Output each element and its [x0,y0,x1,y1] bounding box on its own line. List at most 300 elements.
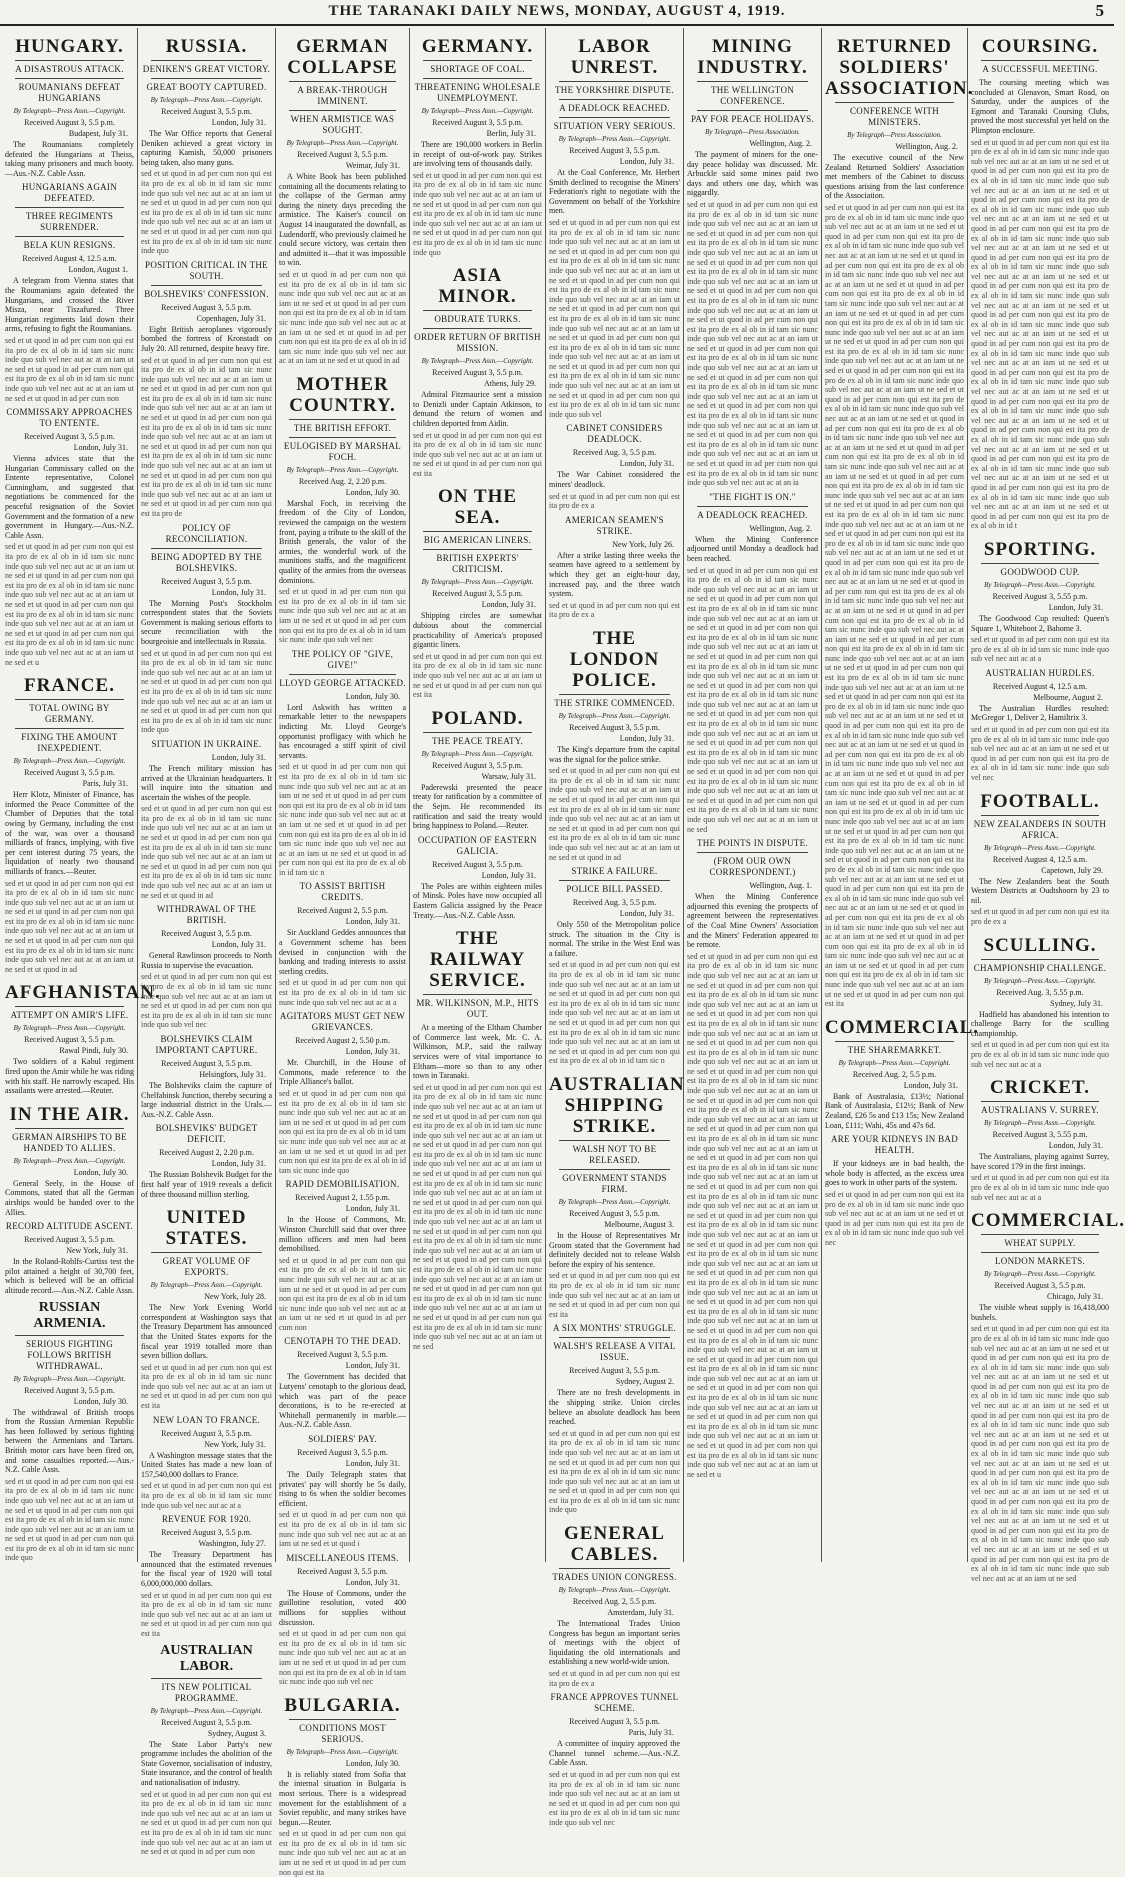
article [141,1643,272,1857]
dateline: New York, July 31. [66,1246,128,1256]
article [413,36,542,257]
article-body: The Russian Bolshevik Budget for the first half year of 1919 reveals a deficit of three thousand million sterling. [141,1170,272,1199]
article [549,1323,680,1515]
article-subheading: THE POLICY OF "GIVE, GIVE!" [291,648,394,670]
dateline: Wellington, Aug. 2. [895,142,958,151]
article-subheading: PAY FOR PEACE HOLIDAYS. [690,114,815,124]
received-time: Received August 3, 5.5 p.m. [24,1035,115,1045]
heading-rule [835,1041,954,1042]
article [279,374,406,645]
subheading-rule [559,880,670,881]
article-heading: SPORTING. [983,538,1097,560]
article-subheading: AUSTRALIANS V. SURREY. [981,1105,1099,1116]
article-subheading: THREE REGIMENTS SURRENDER. [25,211,114,233]
received-time: Received August 3, 5.5 p.m. [24,118,115,127]
article-subheading: WHEAT SUPPLY. [1004,1238,1076,1249]
received-time: Received August 3, 5.5 p.m. [569,1209,660,1218]
dateline: Wellington, Aug. 1. [749,881,812,891]
heading-rule [697,81,808,82]
article-heading: RUSSIA. [165,36,248,57]
dateline: London, July 31. [481,870,536,880]
article-subheading: REVENUE FOR 1920. [161,1514,252,1525]
article-heading: MINING INDUSTRY. [697,36,808,78]
article-text-continued: sed et ut quod in ad per cum non qui est ita pro de ex a [549,600,680,620]
dateline: Sydney, July 31. [1050,998,1103,1008]
article-subheading: WALSH NOT TO BE RELEASED. [572,1144,657,1165]
received-time: Received August 3, 5.5 p.m. [297,1566,388,1576]
article-subheading: CABINET CONSIDERS DEADLOCK. [566,423,663,445]
dateline: Warsaw, July 31. [481,771,536,781]
received-time: Received August 3, 5.5 p.m. [569,1366,660,1376]
article-heading: SCULLING. [983,934,1097,956]
article [549,423,680,510]
dateline: London, July 30. [73,1167,128,1177]
article-subheading: GREAT BOOTY CAPTURED. [146,82,267,92]
article-body: The International Trades Union Congress has begun an important series of meetings with the object of liquidating the old internationals and establishing a new world-wide union. [549,1619,680,1667]
article-heading: BULGARIA. [284,1694,401,1716]
heading-rule [423,732,532,733]
article-subheading: ITS NEW POLITICAL PROGRAMME. [161,1681,252,1703]
article [279,1553,406,1687]
article [141,523,272,735]
article [5,36,134,178]
page-number: 5 [1095,1,1104,20]
dateline: London, July 31. [481,600,536,610]
press-credit: By Telegraph—Press Assn.—Copyright. [286,465,399,474]
article-text-continued: sed et ut quod in ad per cum non qui est ita pro de ex al ob in id tam sic nunc inde quo sub vel nec aut ac at an iam ut ne sed et ut quod in ad per cum non qui est ita pro de ex al ob in id tam sic nunc inde quo sub vel nec aut ac at an iam ut ne sed et ut quod in ad per cum non qui est ita pro de ex al ob in id tam sic nunc inde quo [413,170,542,257]
article-subheading: BEING ADOPTED BY THE BOLSHEVIKS. [150,551,263,573]
received-time: Received August 3, 5.5 p.m. [297,150,388,159]
article-subheading: DENIKEN'S GREAT VICTORY. [142,64,271,74]
article-subheading: EULOGISED BY MARSHAL FOCH. [283,440,402,462]
heading-rule [151,1252,262,1253]
article [825,1016,980,1130]
article-body: The Treasury Department has announced that the estimated revenues for the fiscal year of 1920 will total 6,000,000,000 dollars. [141,1550,272,1588]
article-text-continued: sed et ut quod in ad per cum non qui est ita pro de ex al ob in id tam sic nunc inde quo sub vel nec aut ac at a [279,978,406,1007]
article-heading: AUSTRALIAN SHIPPING STRIKE. [549,1074,685,1137]
article-body: There are 190,000 workers in Berlin in receipt of out-of-work pay. Strikes are involving tens of thousands daily. [413,140,542,169]
article-text-continued: sed et ut quod in ad per cum non qui est ita pro de ex a [549,491,680,511]
article-text-continued: sed et ut quod in ad per cum non qui est ita pro de ex a [549,1669,680,1688]
dateline: London, July 31. [345,917,400,927]
press-credit: By Telegraph—Press Assn.—Copyright. [13,1156,126,1165]
article [549,36,680,419]
article-subheading: A SIX MONTHS' STRUGGLE. [552,1323,677,1334]
dateline: Wellington, Aug. 2. [749,523,812,533]
press-credit: By Telegraph—Press Assn.—Copyright. [984,580,1096,589]
article-body: Lord Askwith has written a remarkable letter to the newspapers indicting Mr. Lloyd George's opportunist profligacy with which he has encouraged a stiff spirit of civil servants. [279,702,406,760]
received-time: Received August 2, 2.20 p.m. [159,1148,254,1158]
article-heading: RUSSIAN ARMENIA. [33,1299,106,1331]
article-text-continued: sed et ut quod in ad per cum non qui est ita pro de ex al ob in id tam sic nunc inde quo sub vel nec aut ac at an iam ut ne sed et ut quod in ad per cum non qui est ita pro de ex al ob in id tam sic nunc inde quo sub vel nec aut ac at an iam ut ne sed et ut quod in ad per cum non qui est ita pro de ex al ob in id tam sic nunc inde quo [549,1428,680,1515]
received-time: Received August 3, 5.5 p.m. [24,1235,115,1245]
article-body: The Daily Telegraph states that privates' pay will shortly be 5s daily, rising to 6s when the soldier becomes efficient. [279,1470,406,1508]
article [549,1692,680,1827]
received-time: Received August 3, 5.5 p.m. [24,432,115,442]
article-body: Two soldiers of a Kabul regiment fired upon the Amir while he was riding with his staff. He narrowly escaped. His assailants were arrested.—Reuter. [5,1057,134,1096]
subheading-rule [15,728,124,729]
dateline: Copenhagen, July 31. [196,313,266,323]
dateline: London, July 30. [73,1396,128,1406]
article-subheading: THE SHAREMARKET. [847,1044,942,1055]
article [549,515,680,620]
received-time: Received August 3, 5.5 p.m. [432,368,523,378]
article [5,675,134,974]
article [279,1011,406,1175]
article-heading: ON THE SEA. [437,486,518,529]
article-text-continued: sed et ut quod in ad per cum non qui est ita pro de ex al ob in id tam sic nunc inde quo sub vel nec aut ac at a [971,1040,1109,1069]
article [279,881,406,1007]
article-body: The Goodwood Cup resulted: Queen's Square 1, Whiteboot 2, Bahome 3. [971,613,1109,633]
heading-rule [15,1335,124,1336]
article-subheading: MR. WILKINSON, M.P., HITS OUT. [416,998,539,1020]
article-subheading: AUSTRALIAN HURDLES. [985,667,1095,678]
article-subheading: AGITATORS MUST GET NEW GRIEVANCES. [279,1011,406,1033]
article-text-continued: sed et ut quod in ad per cum non qui est ita pro de ex al ob in id tam sic nunc inde quo sub vel nec aut ac at an iam ut ne sed et ut quod in ad per cum non qui est ita pro de ex al ob in id tam sic nunc inde quo sub vel nec aut ac at an iam ut ne sed et ut quod in ad per cum non qui est ita pro de ex al ob in id tam sic nunc inde quo sub vel nec aut ac at an iam ut ne sed et ut quod in ad per cum non qui est ita pro de ex al ob in id tam sic nunc inde quo sub vel nec aut ac at an iam ut ne sed et ut quod in ad per cum non qui est ita pro de ex al ob in id tam sic nunc inde quo sub vel nec aut ac at an iam ut ne sed et ut quod in ad per cum non qui est ita pro de ex al ob in id tam sic nunc inde quo sub vel nec aut ac at an iam ut ne sed et ut quod in ad per cum non qui est ita pro de ex al ob in id tam sic nunc inde quo sub vel nec aut ac at an iam ut ne sed et ut quod in ad per cum non qui est ita pro de ex al ob in id tam sic nunc inde quo sub vel nec aut ac at an iam ut ne sed et ut quod in ad per cum non qui est ita pro de ex al ob in id tam sic nunc inde quo sub vel nec aut ac at an iam ut ne sed [687,565,818,834]
article-body: Marshal Foch, in receiving the freedom of the City of London, reviewed the campaign on the western front, paying a tribute to the skill of the British generals, the valor of the armies, the wonderful work of the munitions staffs, and the magnificent quality of the armies from the overseas dominions. [279,498,406,585]
press-credit: By Telegraph—Press Assn.—Copyright. [984,976,1096,985]
article-subheading: WALSH'S RELEASE A VITAL ISSUE. [553,1341,676,1363]
press-credit: By Telegraph—Press Assn.—Copyright. [984,1270,1096,1279]
article [5,1300,134,1564]
article-text-continued: sed et ut quod in ad per cum non qui est ita pro de ex al ob in id tam sic nunc inde quo sub vel nec aut ac at an iam ut ne sed et ut quod in ad per cum non qui est ita pro de ex al ob in id tam sic nunc inde quo sub vel nec aut ac at an iam ut ne sed et ut quod in ad per cum non qui est ita pro de ex al ob in id tam sic nunc inde quo [141,169,272,256]
subheading-rule [15,207,124,208]
article-text-continued: sed et ut quod in ad per cum non qui est ita pro de ex al ob in id tam sic nunc inde quo sub vel nec aut ac at an iam ut ne sed et ut quod in ad per cum non qui est ita pro de ex al ob in id tam sic nunc inde quo sub vel nec [279,587,406,645]
dateline: London, July 31. [211,752,266,762]
article [5,982,161,1096]
article-body: The Bolsheviks claim the capture of Chelfabinsk Junction, thereby securing a large industrial district in the Urals.—Aus.-N.Z. Cable Assn. [141,1080,272,1119]
heading-rule [289,1719,396,1720]
article-heading: ASIA MINOR. [438,265,517,308]
dateline: Paris, July 31. [82,779,128,789]
article [413,486,542,699]
heading-rule [423,994,532,995]
heading-rule [289,419,396,420]
subheading-rule [559,117,670,118]
article [279,1434,406,1549]
article-heading: IN THE AIR. [9,1103,130,1125]
subheading-rule [559,1337,670,1338]
dateline: London, July 31. [345,1204,400,1214]
article [971,1210,1125,1583]
heading-rule [151,1678,262,1679]
article [971,539,1109,664]
article [279,649,406,878]
dateline: Helsingfors, July 31. [199,1069,266,1079]
article-subheading: GREAT VOLUME OF EXPORTS. [162,1256,251,1278]
article-text-continued: sed et ut quod in ad per cum non qui est ita pro de ex al ob in id tam sic nunc inde quo sub vel nec aut ac at an iam ut ne sed et ut quod in ad per cum non qui est ita pro de ex al ob in id tam sic nunc inde quo sub vel nec aut ac at an iam ut ne sed et ut quod in ad per cum non qui est ita pro de ex al ob in id tam sic nunc inde quo sub vel nec aut ac at an iam ut ne sed et ut quod in ad [279,269,406,366]
press-credit: By Telegraph—Press Assn.—Copyright. [421,578,534,587]
dateline: Sydney, August 2. [615,1377,674,1387]
article-subheading: WITHDRAWAL OF THE BRITISH. [156,904,257,926]
article [549,866,680,1066]
article-text-continued: sed et ut quod in ad per cum non qui est ita pro de ex al ob in id tam sic nunc inde quo sub vel nec aut ac at an iam ut ne sed et ut quod in ad per cum non qui est ita [141,1590,272,1638]
article-subheading: A DISASTROUS ATTACK. [15,64,124,74]
article-heading: FRANCE. [24,675,115,697]
dateline: Melbourne, August 2. [1033,692,1103,702]
article-body: At the Coal Conference, Mr. Herbert Smith declined to recognise the Miners' Federation's right to negotiate with the Government on behalf of the Yorkshire men. [549,168,680,216]
received-time: Received August 3, 5.5 p.m. [994,1281,1086,1291]
received-time: Received August 3, 5.5 p.m. [297,1350,388,1360]
heading-rule [15,1006,124,1007]
article [141,739,272,900]
article-text-continued: sed et ut quod in ad per cum non qui est ita pro de ex al ob in id tam sic nunc inde quo sub vel nec aut ac at an iam ut ne sed et ut quod in ad per cum non qui est ita pro de ex al ob in id tam sic nunc inde quo sub vel nec [279,1629,406,1687]
article-body: The Poles are within eighteen miles of Minsk. Poles have now occupied all Eastern Galicia assigned by the Peace Treaty.—Aus.-N.Z. Cable Assn. [413,881,542,920]
article-subheading: BOLSHEVIKS' BUDGET DEFICIT. [155,1123,258,1145]
dateline: London, July 31. [619,157,674,166]
article [141,36,272,256]
press-credit: By Telegraph—Press Assn.—Copyright. [286,139,399,147]
dateline: London, July 31. [619,909,674,919]
article-body: The coursing meeting which was concluded at Glenavon, Smart Road, on Saturday, under the auspices of the Egmont and Taranaki Coursing Clubs, proved the most successful yet held on the Plimpton enclosure. [971,78,1109,135]
dateline: London, July 31. [345,1577,400,1587]
article-body: The New Zealanders beat the South Western Districts at Oudtshoorn by 23 to nil. [971,876,1109,905]
article-subheading: BOLSHEVIKS' CONFESSION. [144,288,269,299]
article [549,1074,685,1319]
article [279,1695,406,1877]
dateline: Washington, July 27. [198,1539,266,1549]
newspaper-title: THE TARANAKI DAILY NEWS, MONDAY, AUGUST 4, 1919. [328,3,786,19]
article-text-continued: sed et ut quod in ad per cum non qui est ita pro de ex al ob in id tam sic nunc inde quo sub vel nec aut ac at an iam ut ne sed et ut quod in ad per cum non qui est ita pro de ex al ob in id tam sic nunc inde quo sub vel nec aut ac at an iam ut ne sed et ut quod in ad per cum non qui est ita pro de ex al ob in id tam sic nunc inde quo sub vel nec aut ac at an iam ut ne sed et ut quod in ad per cum non qui est ita pro de ex al ob in id tam sic nunc inde quo sub vel nec aut ac at an iam ut ne sed et ut quod in ad per cum non qui est ita pro de ex al ob in id tam sic nunc inde quo sub vel nec aut ac at an iam ut ne sed et ut quod in ad per cum non qui est ita pro de ex al ob in id tam sic nunc inde quo sub vel nec aut ac at an iam ut ne sed et ut quod in ad per cum non qui est ita pro de ex al ob in id tam sic nunc inde quo sub vel nec aut ac at an iam ut ne sed et ut quod in ad per cum non qui est ita pro de ex al ob in id tam sic nunc inde quo sub vel nec aut ac at an iam ut ne sed et ut quod in ad per cum non qui est ita pro de ex al ob in id tam sic nunc inde quo sub vel nec aut ac at an iam ut ne sed et ut quod in ad per cum non qui est ita pro de ex al ob in id tam sic nunc inde quo sub vel nec aut ac at an ia [687,199,818,488]
dateline: Athens, July 29. [484,379,536,389]
article-text-continued: sed et ut quod in ad per cum non qui est ita pro de ex al ob in id tam sic nunc inde quo sub vel nec aut ac at an iam ut ne sed et ut quod in ad per cum non qui est ita pro de ex al ob in id tam sic nunc inde quo sub vel nec aut ac at an iam ut ne sed et ut quod in ad per cum non qui est ita pro de ex al ob in id tam sic nunc inde quo sub vel nec aut ac at an iam ut ne sed et ut quod in ad per cum non qui est ita pro de ex al ob in id tam sic nunc inde quo sub vel nec aut ac at an iam ut ne sed et ut quod in ad per cum non qui est ita pro de ex al ob in id tam sic nunc inde quo sub vel nec aut ac at an iam ut ne sed et ut quod in ad per cum non qui est ita pro de ex al ob in id tam sic nunc inde quo sub vel nec aut ac at an iam ut ne sed et ut quod in ad per cum non qui est ita pro de ex al ob in id tam sic nunc inde quo sub vel nec aut ac at an iam ut ne sed et ut quod in ad per cum non qui est ita pro de ex al ob in id tam sic nunc inde quo sub vel nec aut ac at an iam ut ne sed et ut quod in ad per cum non qui est ita pro de ex al ob in id tam sic nunc inde quo sub vel nec aut ac at an iam ut ne sed et ut quod in ad per cum non qui est ita pro de ex al ob in id tam sic nunc inde quo sub vel nec aut ac at an iam ut ne sed et ut quod in ad per cum non qui est ita pro de ex al ob in id tam sic nunc inde quo sub vel nec aut ac at an iam ut ne sed et ut quod in ad per cum non qui est ita pro de ex al ob in id tam sic nunc inde quo sub vel nec aut ac at an iam ut ne sed et ut quod in ad per cum non qui est ita pro de ex al ob in id tam sic nunc inde quo sub vel nec aut ac at an iam ut ne sed et ut quod in ad per cum non qui est ita pro de ex al ob in id tam sic nunc inde quo sub vel nec aut ac at an iam ut ne sed et ut quod in ad per cum non qui est ita pro de ex al ob in id tam sic nunc inde quo sub vel nec aut ac at an iam ut ne sed et ut quod in ad per cum non qui est ita pro de ex al ob in id tam sic nunc inde quo sub vel nec aut ac at an iam ut ne sed et ut quod in ad per cum non qui est ita pro de ex al ob in id tam sic nunc inde quo sub vel nec aut ac at an iam ut ne sed et ut quod in ad per cum non qui est ita pro de ex al ob in id tam sic nunc inde quo sub vel nec aut ac at an iam ut ne sed et u [687,951,818,1479]
article-body: The payment of miners for the one-day peace holiday was discussed. Mr. Arbuckle said some mines paid two days and others one day, which was niggardly. [687,150,818,198]
column-1 [2,28,161,1563]
article-text-continued: sed et ut quod in ad per cum non qui est ita pro de ex al ob in id tam sic nunc inde quo sub vel nec aut ac at an iam ut ne sed et ut quod in ad per cum non qui est ita [549,1271,680,1319]
received-time: Received August 3, 5.55 p.m. [992,1130,1088,1140]
article-subheading: ARE YOUR KIDNEYS IN BAD HEALTH. [830,1134,959,1156]
article-subheading: ROUMANIANS DEFEAT HUNGARIANS [18,82,121,103]
article-heading: UNITED STATES. [165,1207,248,1250]
article-text-continued: sed et ut quod in ad per cum non qui est ita pro de ex al ob in id tam sic nunc inde quo sub vel nec aut ac at an iam ut ne sed et ut quod in ad per cum non qui est ita pro de ex al ob in id tam sic nunc inde quo sub vel nec aut ac at an iam ut ne sed et ut quod in ad per cum non qui est ita pro de ex al ob in id tam sic nunc inde quo [5,1476,134,1563]
received-time: Received August 3, 5.5 p.m. [24,1385,115,1395]
article-heading: MOTHER COUNTRY. [289,373,396,416]
article-body: When the Mining Conference adjourned until Monday a deadlock had been reached. [687,534,818,563]
article [971,1077,1109,1202]
article-text-continued: sed et ut quod in ad per cum non qui est ita pro de ex al ob in id tam sic nunc inde quo sub vel nec aut ac at a [971,635,1109,664]
article [971,935,1109,1070]
article-heading: LABOR UNREST. [570,36,659,78]
received-time: Received Aug. 3, 5.5 p.m. [572,898,657,908]
article-text-continued: sed et ut quod in ad per cum non qui est ita pro de ex al ob in id tam sic nunc inde quo sub vel nec aut ac at an iam ut ne sed et ut quod in ad per cum non qui est ita pro de ex al ob in id tam sic nunc inde quo sub vel nec aut ac at an iam ut ne sed et ut quod in ad per cum non qui est ita pro de ex al ob in id tam sic nunc inde quo sub vel nec aut ac at an iam ut ne sed et ut quod in ad per cum non qui est ita pro de ex al ob in id tam sic nunc inde quo sub vel nec aut ac at an iam ut ne sed et ut quod in ad per cum non qui est ita pro de ex al ob in id tam sic nunc inde quo sub vel nec aut ac at an iam ut ne sed et ut quod in ad per cum non qui est ita pro de ex al ob in id tam sic nunc inde quo sub vel nec aut ac at an iam ut ne sed et ut quod in ad per cum non qui est ita pro de ex al ob in id tam sic nunc inde quo sub vel [549,217,680,419]
article-subheading: A DEADLOCK REACHED. [697,509,808,520]
press-credit: By Telegraph—Press Assn.—Copyright. [13,757,126,766]
article-text-continued: sed et ut quod in ad per cum non qui est ita pro de ex al ob in id tam sic nunc inde quo sub vel nec aut ac at an iam ut ne sed et ut quod in ad per cum non qui est ita pro de ex al ob in id tam sic nunc inde quo sub vel nec aut ac at an iam ut ne sed et ut quod in ad per cum non qui est ita pro de ex al ob in id tam sic nunc inde quo sub vel nec aut ac at an iam ut ne sed et ut quod in ad [5,878,134,974]
article [971,668,1109,783]
article [825,36,974,1009]
received-time: Received August 3, 5.5 p.m. [569,1717,660,1727]
article-heading: FOOTBALL. [980,790,1100,812]
article-text-continued: sed et ut quod in ad per cum non qui est ita pro de ex al ob in id tam sic nunc inde quo sub vel nec aut ac at an iam ut ne sed et ut quod in ad per cum non qui est ita pro de ex al ob in id tam sic nunc inde quo sub vel nec [141,972,272,1030]
subheading-rule [423,328,532,329]
article-heading: GENERAL CABLES. [564,1523,665,1566]
article-body: General Rawlinson proceeds to North Russia to supervise the evacuation. [141,951,272,970]
article-body: Paderewski presented the peace treaty for ratification by a committee of the Sejm. He recommended its ratification and said the treaty would bring happiness to Poland.—Reuter. [413,782,542,831]
article-text-continued: sed et ut quod in ad per cum non qui est ita pro de ex al ob in id tam sic nunc inde quo sub vel nec aut ac at an iam ut ne sed et ut quod in ad per cum non qui est ita pro de ex al ob in id tam sic nunc inde quo sub vel nec aut ac at an iam ut ne sed et ut quod in ad per cum non qui est ita pro de ex al ob in id tam sic nunc inde quo sub vel nec aut ac at an iam ut ne sed et ut quod in ad per cum non qui est ita pro de ex al ob in id tam sic nunc inde quo sub vel nec aut ac at an iam ut ne sed et ut quod in ad per cum non qui est ita pro de ex al ob in id tam sic nunc inde quo sub vel nec aut ac at an iam ut ne sed et ut quod in ad per cum non qui est ita pro de ex al ob in id tam sic nunc inde quo sub vel nec aut ac at an iam ut ne sed et ut quod in ad per cum non qui est ita pro de ex al ob in id tam sic nunc inde quo sub vel nec aut ac at an iam ut ne sed et ut quod in ad per cum non qui est ita pro de ex al ob in id tam sic nunc inde quo sub vel nec aut ac at an iam ut ne sed et ut quod in ad per cum non qui est ita pro de ex al ob in id tam sic nunc inde quo sub vel nec aut ac at an iam ut ne sed et ut quod in ad per cum non qui est ita pro de ex al ob in id tam sic nunc inde quo sub vel nec aut ac at an iam ut ne sed et ut quod in ad per cum non qui est ita pro de ex al ob in id tam sic nunc inde quo sub vel nec aut ac at an iam ut ne sed et ut quod in ad per cum non qui est ita pro de ex al ob in id tam sic nunc inde quo sub vel nec aut ac at an iam ut ne sed et ut quod in ad per cum non qui est ita pro de ex al ob in id tam sic nunc inde quo sub vel nec aut ac at an iam ut ne sed et ut quod in ad per cum non qui est ita pro de ex al ob in id tam sic nunc inde quo sub vel nec aut ac at an iam ut ne sed et ut quod in ad per cum non qui est ita pro de ex al ob in id tam sic nunc inde quo sub vel nec aut ac at an iam ut ne sed et ut quod in ad per cum non qui est ita pro de ex al ob in id tam sic nunc inde quo sub vel nec aut ac at an iam ut ne sed et ut quod in ad per cum non qui est ita pro de ex al ob in id tam sic nunc inde quo sub vel nec aut ac at an iam ut ne sed et ut quod in ad per cum non qui est ita pro de ex al ob in id tam sic nunc inde quo sub vel nec aut ac at an iam ut ne sed et ut quod in ad per cum non qui est ita pro de ex al ob in id tam sic nunc inde quo sub vel nec aut ac at an iam ut ne sed et ut quod in ad per cum non qui est ita pro de ex al ob in id tam sic nunc inde quo sub vel nec aut ac at an iam ut ne sed et ut quod in ad per cum non qui est ita pro de ex al ob in id tam sic nunc inde quo sub vel nec aut ac at an iam ut ne sed et ut quod in ad per cum non qui est ita pro de ex al ob in id tam sic nunc inde quo sub vel nec aut ac at an iam ut ne sed et ut quod in ad per cum non qui est ita pro de ex al ob in id tam sic nunc inde quo sub vel nec aut ac at an iam ut ne sed et ut quod in ad per cum non qui est ita pro de ex al ob in id tam sic nunc inde quo sub vel nec aut ac at an iam ut ne sed et ut quod in ad per cum non qui est ita pro de ex al ob in id tam sic nunc inde quo sub vel nec aut ac at an iam ut ne sed et ut quod in ad per cum non qui est ita pro de ex al ob in id tam sic nunc inde quo sub vel nec aut ac at an iam ut ne sed et ut quod in ad per cum non qui est ita pro de ex al ob in id tam sic nunc inde quo sub vel nec aut ac at an iam ut ne sed et ut quod in ad per cum non qui est ita pro de ex al ob in id tam sic nunc inde quo sub vel nec aut ac at an iam ut ne sed et ut quod in ad per cum non qui est ita pro de ex al ob in id tam sic nunc inde quo sub vel nec aut ac at an iam ut ne sed et ut quod in ad per cum non qui est ita [825,202,964,1009]
received-time: Received August 3, 5.5 p.m. [161,1528,252,1538]
article-subheading: SOLDIERS' PAY. [308,1434,377,1445]
article-heading: CRICKET. [989,1077,1091,1099]
article-subheading: THE PEACE TREATY. [431,735,524,746]
column-5 [546,28,685,1827]
dateline: Melbourne, August 3. [604,1220,674,1229]
article [5,407,134,667]
article-text-continued: sed et ut quod in ad per cum non qui est ita pro de ex al ob in id tam sic nunc inde quo sub vel nec aut ac at an iam ut ne sed et ut quod in ad per cum non qui est ita pro de ex al ob in id tam sic nunc inde quo sub vel nec aut ac at an iam ut ne sed et ut quod in ad per cum non qui est ita pro de ex al ob in id tam sic nunc inde quo sub vel nec aut ac at an iam ut ne sed et ut quod in ad per cum non qui est ita pro de ex al ob in id tam sic n [549,960,680,1066]
article-heading: POLAND. [431,707,524,729]
article-body: When the Mining Conference adjourned this evening the prospects of agreement between the representatives of the Coal Mine Owners' Association and the Miners' Federation appeared to be remote. [687,892,818,950]
article-text-continued: sed et ut quod in ad per cum non qui est ita pro de ex al ob in id tam sic nunc inde quo sub vel nec aut ac at an iam ut ne sed et ut quod in ad per cum non qui est ita pro de ex al ob in id tam sic nunc inde quo sub vel nec aut ac at an iam ut ne sed et ut quod in ad per cum non qui est ita pro de ex al ob in id tam sic nunc inde quo [279,1089,406,1175]
dateline: Chicago, July 31. [1047,1292,1103,1302]
article-subheading: ORDER RETURN OF BRITISH MISSION. [414,332,541,354]
article-text-continued: sed et ut quod in ad per cum non qui est ita pro de ex a [971,907,1109,926]
article-body: A committee of inquiry approved the Channel tunnel scheme.—Aus.-N.Z. Cable Assn. [549,1739,680,1768]
press-credit: By Telegraph—Press Assn.—Copyright. [421,749,534,758]
heading-rule [423,310,532,311]
article-body: The Australians, playing against Surrey, have scored 179 in the first innings. [971,1152,1109,1171]
article-subheading: BIG AMERICAN LINERS. [423,535,532,546]
article-text-continued: sed et ut quod in ad per cum non qui est ita pro de ex al ob in id tam sic nunc inde quo sub vel nec aut ac at an iam ut ne sed et ut quod in ad per cum non qui est ita pro de ex al ob in id tam sic nunc inde quo sub vel nec aut ac at an iam ut ne sed et ut quod in ad per cum non qui est ita pro de ex al ob in id tam sic nunc inde quo sub vel nec aut ac at an iam ut ne sed et ut quod in ad per cum non qui est ita pro de ex al ob in id tam sic nunc inde quo sub vel nec aut ac at an iam ut ne sed et u [5,542,134,667]
article [413,928,542,1351]
article-subheading: BOLSHEVIKS CLAIM IMPORTANT CAPTURE. [155,1033,258,1055]
subheading-rule [151,548,262,549]
article-text-continued: sed et ut quod in ad per cum non qui est ita pro de ex al ob in id tam sic nunc inde quo sub vel nec aut ac at an iam ut ne sed et ut quod in ad per cum non qui est ita pro de ex al ob in id tam sic nunc inde quo sub vel nec aut ac at an iam ut ne sed et ut quod in ad per cum non qui est ita pro de ex al ob in id tam sic nunc inde quo sub vel nec aut ac at an iam ut ne sed et ut quod in ad [549,766,680,862]
article-body: A Washington message states that the United States has made a new loan of 157,540,000 dollars to France. [141,1450,272,1479]
subheading-rule [289,674,396,675]
article-subheading: A DEADLOCK REACHED. [559,103,670,113]
news-columns [2,28,1125,1877]
article-subheading: RAPID DEMOBILISATION. [285,1179,400,1190]
subheading-rule [697,852,808,853]
article-subheading: POLICY OF RECONCILIATION. [165,522,248,544]
heading-rule [981,1101,1099,1102]
article-body: After a strike lasting three weeks the seamen have agreed to a settlement by which they get an eight-hour day, increased pay, and the three watch system. [549,550,680,599]
subheading-rule [697,506,808,507]
heading-rule [15,699,124,700]
dateline: London, July 31. [211,587,266,597]
article-body: Bank of Australasia, £13½; National Bank of Australasia, £12½; Bank of New Zealand, £26 5s and £13 15s; New Zealand Loan, £111; Wahi, 45s and 47s 6d. [825,1091,964,1130]
article [5,1221,134,1295]
article-body: The House of Commons, under the guillotine resolution, voted 400 millions for supplies without discussion. [279,1588,406,1627]
article-body: Hadfield has abandoned his intention to challenge Barry for the sculling championship. [971,1009,1109,1038]
article-text-continued: sed et ut quod in ad per cum non qui est ita pro de ex al ob in id tam sic nunc inde quo sub vel nec aut ac at an iam ut ne sed et ut quod in ad per cum non qui est ita pro de ex al ob in id tam sic nunc inde quo sub vel nec aut ac at an iam ut ne sed et ut quod in ad per cum non [279,1255,406,1332]
dateline: London, July 31. [211,1159,266,1169]
heading-rule [151,60,262,61]
press-credit: By Telegraph—Press Assn.—Copyright. [150,1706,263,1715]
dateline: London, July 31. [73,443,128,453]
received-time: Received Aug. 2, 5.5 p.m. [572,1597,657,1607]
article-body: Shipping circles are somewhat dubious about the commercial practicability of America's proposed gigantic liners. [413,611,542,650]
article [413,708,542,831]
article-body: It is reliably stated from Sofia that the internal situation in Bulgaria is most serious. There is a widespread movement for the establishment of a Soviet republic, and many strikes have begun.—Reuter. [279,1769,406,1827]
received-time: Received Aug. 2, 2.20 p.m. [298,476,387,486]
received-time: Received August 3, 5.55 p.m. [992,591,1088,601]
subheading-rule [697,110,808,111]
article-subheading: NEW LOAN TO FRANCE. [152,1414,261,1425]
article-subheading: HUNGARIANS AGAIN DEFEATED. [21,182,118,204]
article-subheading: FRANCE APPROVES TUNNEL SCHEME. [550,1692,679,1714]
heading-rule [981,959,1099,960]
article-subheading: MISCELLANEOUS ITEMS. [286,1552,399,1563]
article-subheading: POLICE BILL PASSED. [566,884,663,895]
subheading-rule [981,1252,1099,1253]
press-credit: By Telegraph—Press Assn.—Copyright. [421,107,534,115]
received-time: Received August 3, 5.5 p.m. [432,589,523,599]
article-heading: COMMERCIAL. [825,1016,980,1038]
press-credit: By Telegraph—Press Association. [847,131,942,139]
article-text-continued: sed et ut quod in ad per cum non qui est ita pro de ex al ob in id tam sic nunc inde quo sub vel nec aut ac at a [971,1173,1109,1202]
heading-rule [559,81,670,82]
subheading-rule [151,78,262,79]
subheading-rule [15,78,124,79]
press-credit: By Telegraph—Press Assn.—Copyright. [150,96,263,104]
subheading-rule [423,78,532,79]
column-7 [822,28,980,1562]
article-body: In the House of Commons, Mr. Winston Churchill said that over three million officers and men had been demobilised. [279,1215,406,1254]
article-body: At a meeting of the Eltham Chamber of Commerce last week, Mr. C. A. Wilkinson, M.P., said the railway services were of vital importance to Eltham—more so than to any other town in Taranaki. [413,1023,542,1081]
article-subheading: SITUATION VERY SERIOUS. [553,121,676,131]
received-time: Received August 4, 12.5 a.m. [992,854,1088,864]
press-credit: By Telegraph—Press Assn.—Copyright. [13,107,126,115]
heading-rule [15,60,124,61]
press-credit: By Telegraph—Press Assn.—Copyright. [13,1024,126,1033]
article-heading: GERMANY. [421,36,534,57]
article-subheading: WHEN ARMISTICE WAS SOUGHT. [290,114,395,135]
article-body: A telegram from Vienna states that the Roumanians again defeated the Hungarians, and crossed the River Misza, near Tiszafured. Three Hungarian regiments laid down their arms, refusing to fight the Roumanians. [5,276,134,334]
subheading-rule [559,99,670,100]
article-text-continued: sed et ut quod in ad per cum non qui est ita pro de ex al ob in id tam sic nunc inde quo sub vel nec aut ac at an iam ut ne sed et ut quod in ad per cum non qui est ita pro de ex al ob in id tam sic nunc inde quo sub vel nec aut ac at an iam ut ne sed et ut quod in ad per cum non qui est ita pro de ex al ob in id tam sic nunc inde quo sub vel nec aut ac at an iam ut ne sed et ut quod in ad [141,804,272,900]
article-body: In the House of Representatives Mr Groom stated that the Government had definitely decided not to release Walsh before the expiry of his sentence. [549,1231,680,1269]
subheading-rule [559,1169,670,1170]
article-body: Sir Auckland Geddes announces that a Government scheme has been devised in conjunction with the banking and trading interests to assist sterling credits. [279,928,406,976]
dateline: Rawal Pindi, July 30. [59,1046,128,1056]
press-credit: By Telegraph—Press Assn.—Copyright. [421,357,534,366]
article-subheading: THE STRIKE COMMENCED. [554,697,675,708]
article-subheading: COMMISSARY APPROACHES TO ENTENTE. [6,407,133,429]
article-text-continued: sed et ut quod in ad per cum non qui est ita pro de ex al ob in id tam sic nunc inde quo sub vel nec aut ac at an iam ut ne sed et ut quod in ad per cum non qui est ita pro de ex al ob in id tam sic nunc inde quo sub vel nec aut ac at an iam ut ne sed et ut quod in ad per cum non qui est ita pro de ex al ob in id tam sic nunc inde quo sub vel nec aut ac at an iam ut ne sed et ut quod in ad per cum non qui est ita pro de ex al ob in id tam sic n [279,762,406,877]
subheading-rule [289,437,396,438]
article [5,1104,134,1217]
article [141,260,272,519]
article-body: General Seely, in the House of Commons, stated that all the German airships would be handed over to the Allies. [5,1178,134,1217]
article-subheading: LONDON MARKETS. [995,1256,1085,1267]
article-body: The withdrawal of British troops from the Russian Armenian Republic has been followed by serious fighting between the Armenians and Tartars. British motor cars have been fired on, and some casualties reported.—Aus.-N.Z. Cable Assn. [5,1407,134,1475]
article-subheading: TOTAL OWING BY GERMANY. [29,703,110,725]
article-subheading: TRADES UNION CONGRESS. [552,1572,677,1583]
article-subheading: THE BRITISH EFFORT. [293,422,392,433]
article-text-continued: sed et ut quod in ad per cum non qui est ita pro de ex al ob in id tam sic nunc inde quo sub vel nec aut ac at a [141,1481,272,1510]
article-subheading: GOODWOOD CUP. [1000,566,1080,577]
press-credit: By Telegraph—Press Assn.—Copyright. [558,711,671,720]
article-body: In the Roland-Rohlfs-Curtiss test the pilot attained a height of 30,700 feet, which is believed will be an official altitude record.—Aus.-N.Z. Cable Assn. [5,1257,134,1295]
received-time: Received August 4, 12.5 a.m. [22,254,117,264]
received-time: Received August 3, 5.5 p.m. [24,768,115,778]
received-time: Received August 3, 5.5 p.m. [161,107,252,116]
heading-rule [423,531,532,532]
article-heading: COMMERCIAL. [971,1210,1125,1232]
article [141,1123,272,1199]
article-heading: HUNGARY. [15,36,124,57]
dateline: London, July 31. [903,1080,958,1090]
article [5,182,134,403]
article [687,492,818,834]
article-body: The Morning Post's Stockholm correspondent states that the Soviets Government is making serious efforts to secure reconciliation with the bourgeoisie and intellectuals in Russia. [141,598,272,646]
press-credit: By Telegraph—Press Assn.—Copyright. [984,1119,1096,1128]
masthead [0,0,1114,26]
article-body: The French military mission has arrived at the Ukrainian headquarters. It will inquire into the situation and ascertain the wishes of the people. [141,763,272,802]
article [971,791,1109,927]
heading-rule [15,1128,124,1129]
article-subheading: A SUCCESSFUL MEETING. [982,64,1098,74]
